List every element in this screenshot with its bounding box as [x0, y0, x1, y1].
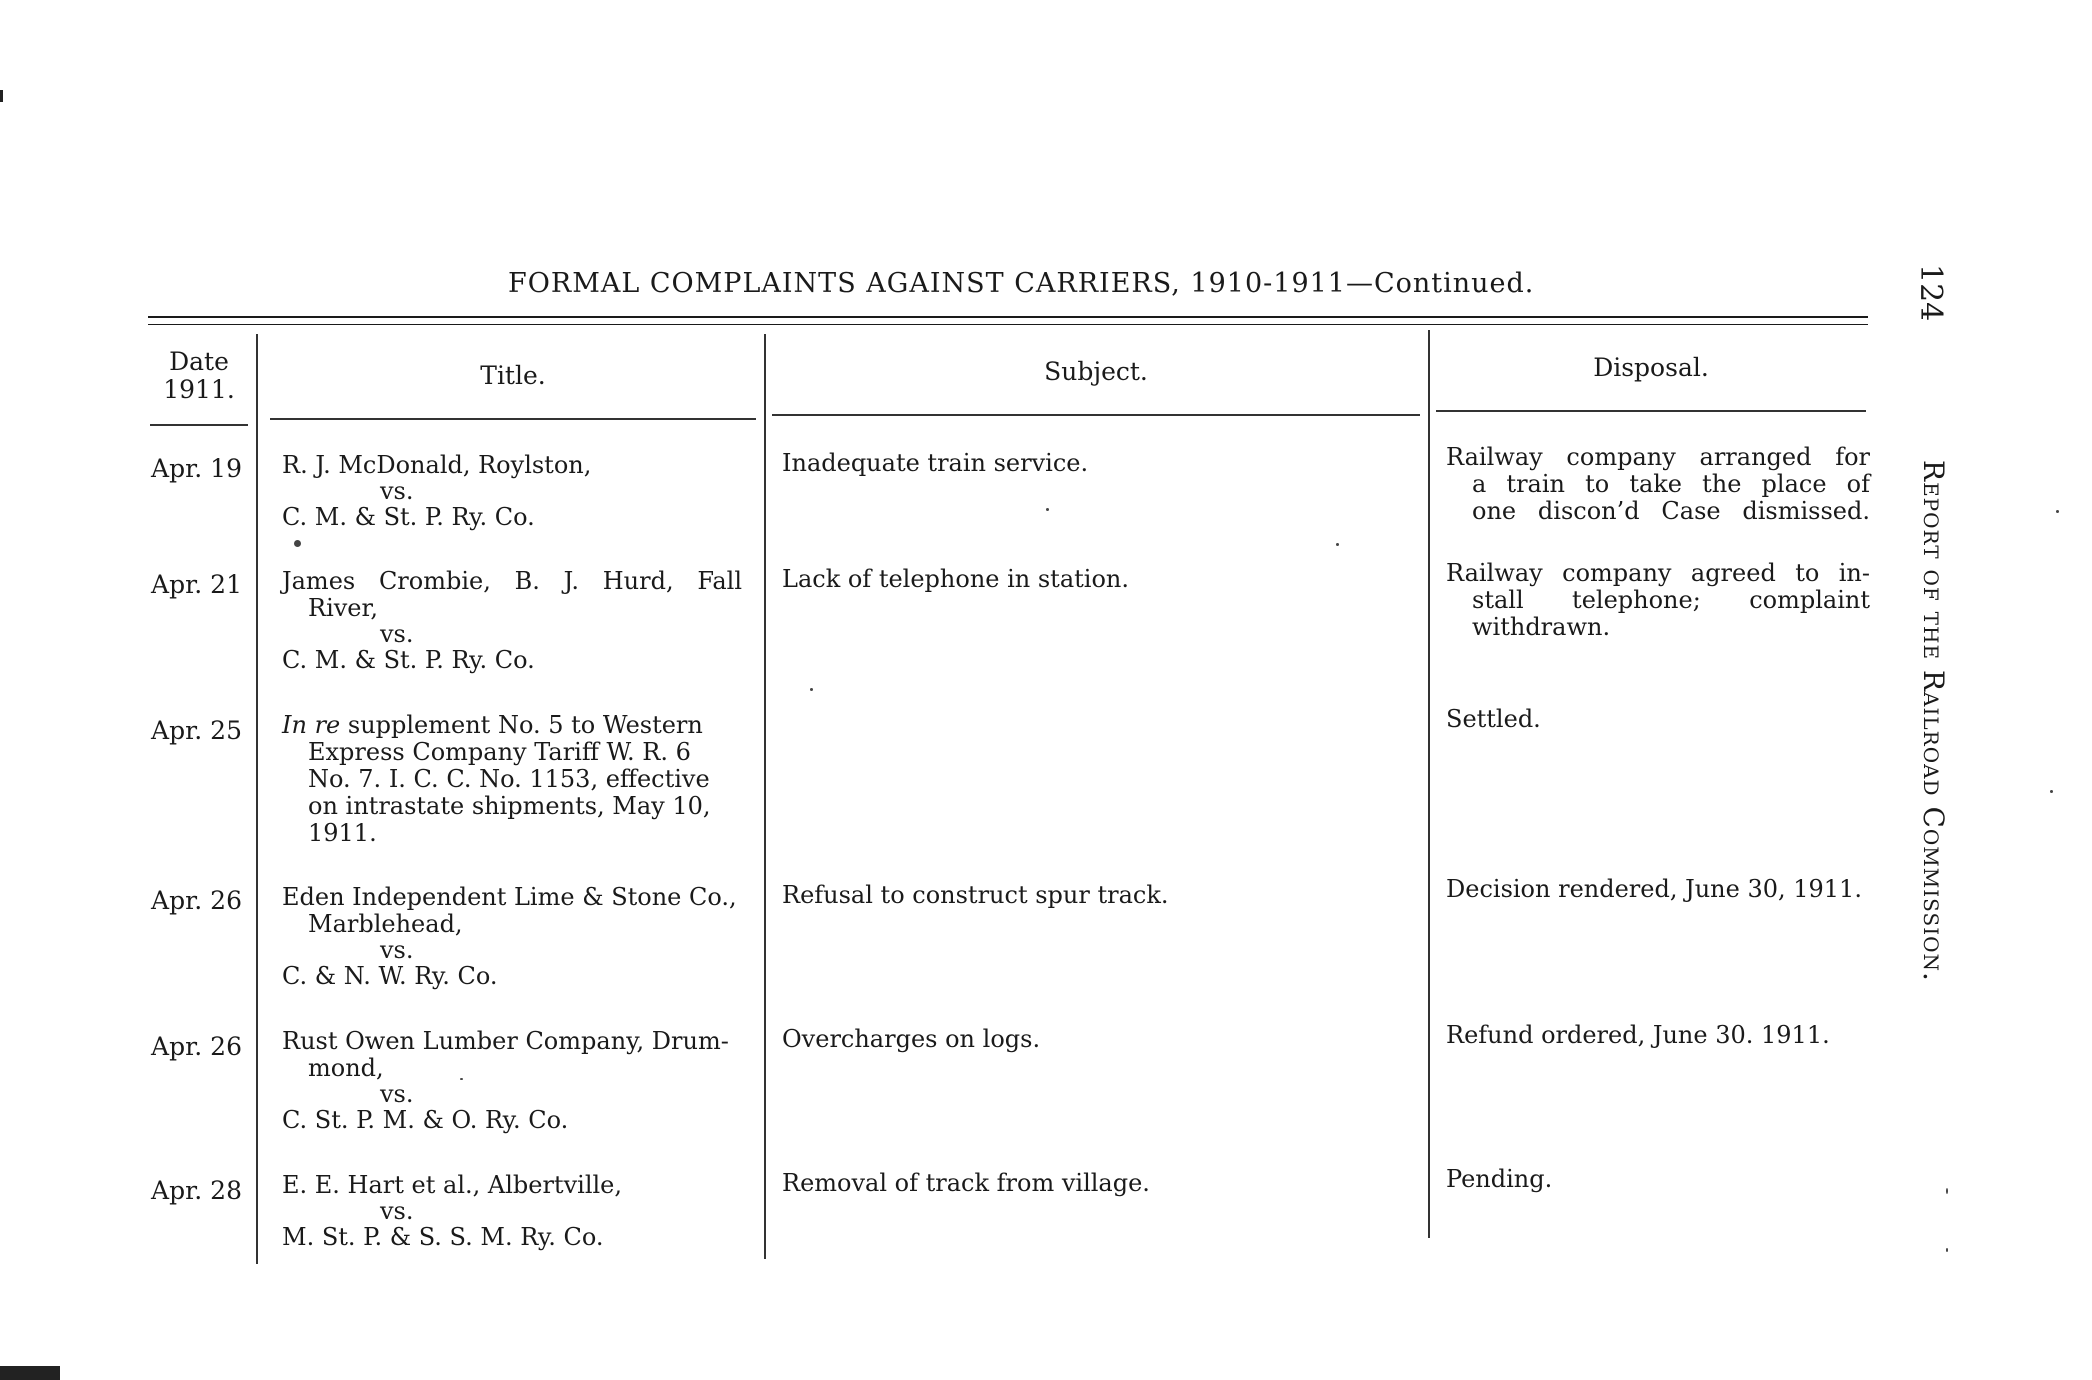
header-underline-title — [270, 418, 756, 420]
title-line: Rust Owen Lumber Company, Drum- — [282, 1027, 729, 1055]
row-title — [282, 568, 750, 674]
row-disposal — [1446, 706, 1870, 733]
respondent: C. M. & St. P. Ry. Co. — [282, 503, 535, 531]
scan-speck — [1946, 1188, 1948, 1194]
column-header-date-line1: Date — [169, 347, 229, 376]
row-subject: Inadequate train service. — [782, 449, 1089, 477]
row-disposal — [1446, 444, 1870, 525]
disposal-line: Settled. — [1446, 705, 1541, 733]
scan-edge-mark — [0, 1366, 60, 1380]
title-line: mond, — [308, 1054, 384, 1082]
disposal-line: Pending. — [1446, 1165, 1553, 1193]
title-text: supplement No. 5 to Western — [340, 711, 703, 739]
respondent: C. St. P. M. & O. Ry. Co. — [282, 1106, 569, 1134]
respondent: C. M. & St. P. Ry. Co. — [282, 646, 535, 674]
respondent: C. & N. W. Ry. Co. — [282, 962, 498, 990]
scan-speck — [2056, 510, 2059, 513]
row-date: Apr. 26 — [151, 1032, 242, 1061]
row-title — [282, 452, 750, 531]
header-underline-subject — [772, 414, 1420, 416]
header-underline-disposal — [1436, 410, 1866, 412]
scan-speck — [1946, 1248, 1948, 1252]
page-title: FORMAL COMPLAINTS AGAINST CARRIERS, 1910-1911—Continued. — [508, 268, 1535, 299]
title-line: on intrastate shipments, May 10, — [308, 792, 711, 820]
header-underline-date — [150, 424, 248, 426]
scan-speck — [2050, 790, 2053, 793]
row-title — [282, 712, 750, 847]
title-line: R. J. McDonald, Roylston, — [282, 451, 592, 479]
versus: vs. — [380, 1080, 414, 1108]
column-header-date — [150, 348, 248, 403]
scan-speck — [810, 688, 813, 691]
disposal-line: Railway company arranged for — [1446, 443, 1870, 471]
scan-speck — [1336, 543, 1339, 546]
column-header-date-line2: 1911. — [163, 374, 235, 404]
row-date: Apr. 19 — [151, 454, 242, 483]
versus: vs. — [380, 620, 414, 648]
title-line: River, — [308, 594, 378, 622]
disposal-line: stall telephone; complaint — [1472, 586, 1870, 614]
title-line: Eden Independent Lime & Stone Co., — [282, 883, 737, 911]
disposal-line: Decision rendered, June 30, 1911. — [1446, 875, 1862, 903]
scan-speck — [460, 1078, 463, 1080]
versus: vs. — [380, 936, 414, 964]
row-date: Apr. 28 — [151, 1176, 242, 1205]
row-disposal — [1446, 1022, 1870, 1049]
title-line: No. 7. I. C. C. No. 1153, effective — [308, 765, 710, 793]
row-title — [282, 1028, 750, 1134]
title-line: E. E. Hart et al., Albertville, — [282, 1171, 622, 1199]
respondent: M. St. P. & S. S. M. Ry. Co. — [282, 1223, 604, 1251]
row-subject: Refusal to construct spur track. — [782, 881, 1169, 909]
row-date: Apr. 25 — [151, 716, 242, 745]
column-divider-date — [256, 334, 258, 1264]
column-header-disposal: Disposal. — [1593, 353, 1709, 382]
disposal-line: withdrawn. — [1472, 613, 1611, 641]
title-line: Express Company Tariff W. R. 6 — [308, 738, 691, 766]
column-header-title: Title. — [480, 361, 546, 390]
row-title — [282, 1172, 750, 1251]
title-prefix: In re — [282, 711, 341, 739]
title-line: Marblehead, — [308, 910, 463, 938]
row-subject: Removal of track from village. — [782, 1169, 1150, 1197]
row-subject: Lack of telephone in station. — [782, 565, 1129, 593]
title-line — [282, 712, 750, 739]
row-date: Apr. 26 — [151, 886, 242, 915]
page-number: 124 — [1913, 264, 1948, 322]
side-caption — [1917, 460, 1950, 982]
versus: vs. — [380, 1197, 414, 1225]
column-divider-title — [764, 334, 766, 1259]
row-title — [282, 884, 750, 990]
top-rule-inner — [148, 324, 1868, 325]
scan-speck — [1046, 508, 1049, 511]
disposal-line: Refund ordered, June 30. 1911. — [1446, 1021, 1830, 1049]
row-subject: Overcharges on logs. — [782, 1025, 1041, 1053]
scan-edge-mark — [0, 90, 3, 102]
disposal-line: a train to take the place of — [1472, 470, 1870, 498]
row-date: Apr. 21 — [151, 570, 242, 599]
row-disposal — [1446, 1166, 1870, 1193]
row-disposal — [1446, 560, 1870, 641]
title-line: James Crombie, B. J. Hurd, Fall — [282, 567, 742, 595]
top-rule — [148, 316, 1868, 318]
title-line: 1911. — [308, 819, 377, 847]
column-header-subject: Subject. — [1044, 357, 1148, 386]
disposal-line: one discon’d Case dismissed. — [1472, 497, 1870, 525]
disposal-line: Railway company agreed to in- — [1446, 559, 1870, 587]
row-disposal — [1446, 876, 1870, 903]
column-divider-subject — [1428, 330, 1430, 1238]
versus: vs. — [380, 477, 414, 505]
scan-speck — [294, 540, 301, 547]
side-caption-text: Report of the Railroad Commission. — [1917, 460, 1950, 982]
